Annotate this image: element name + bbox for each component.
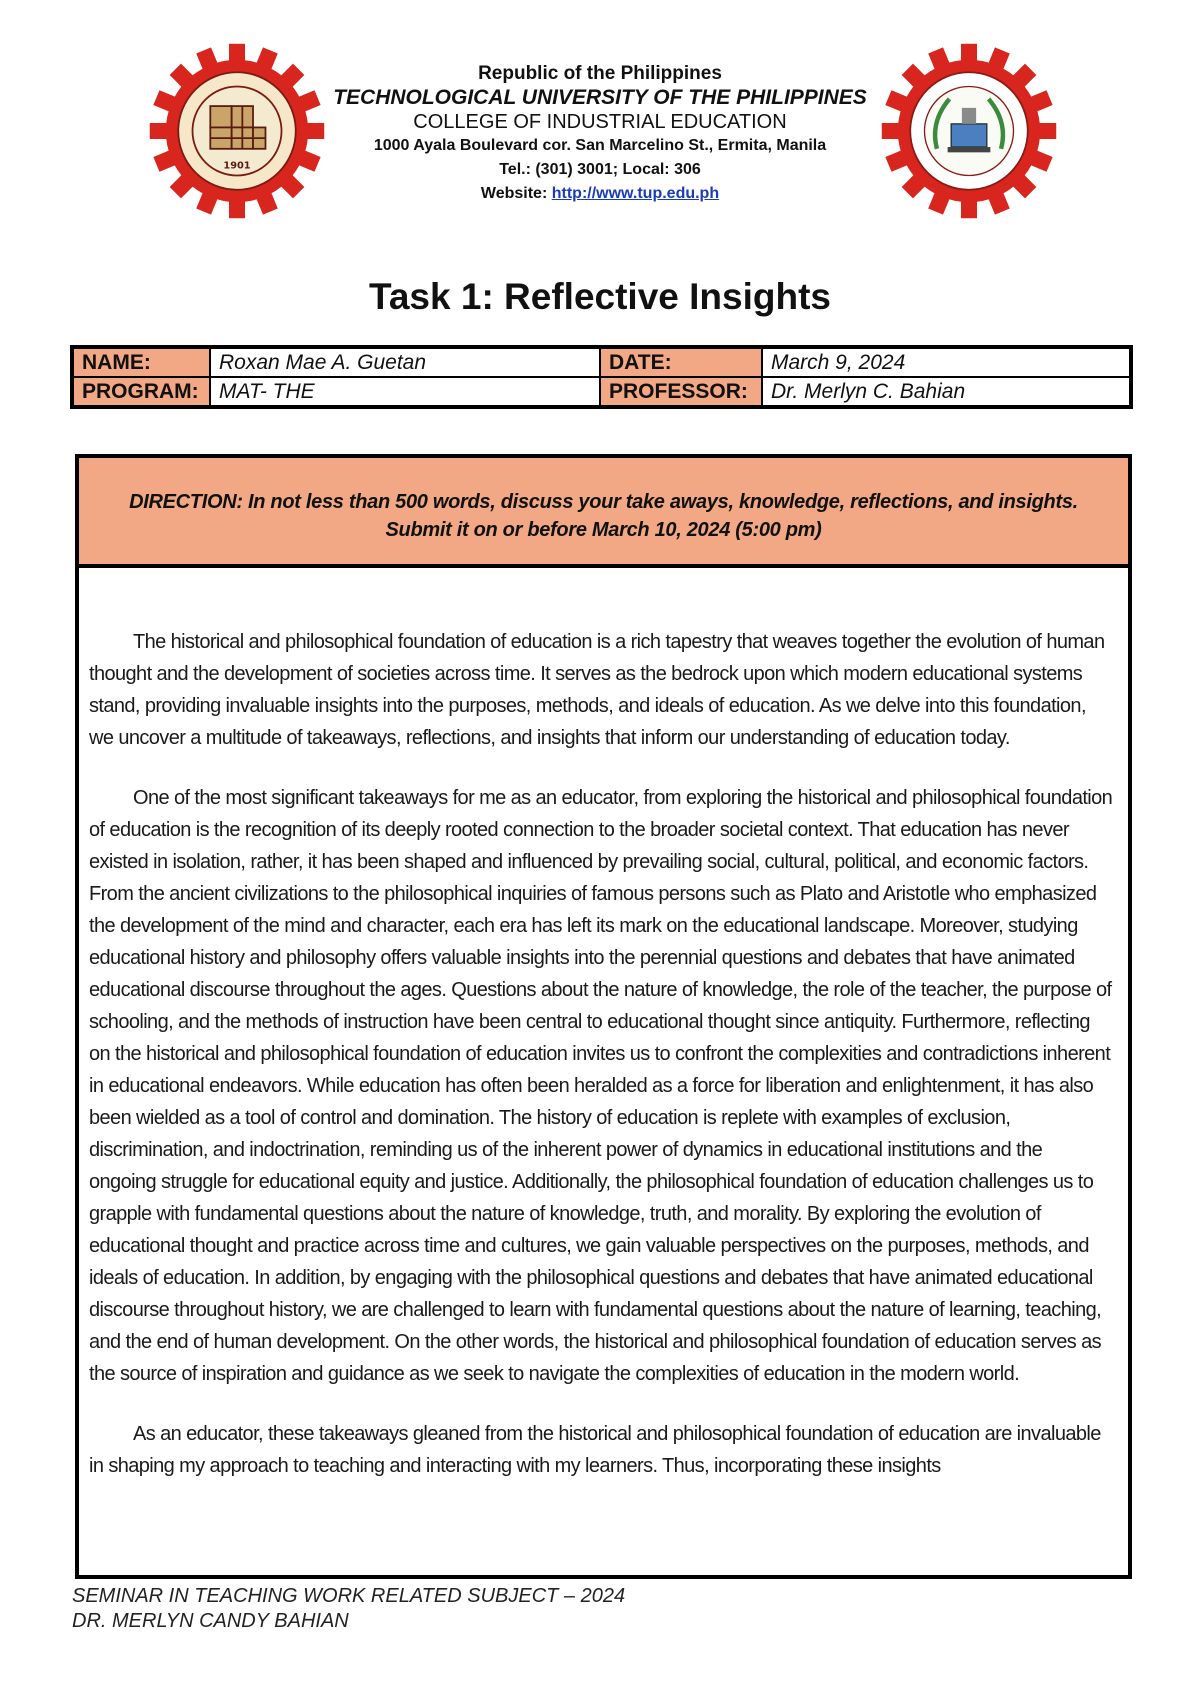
- program-label: PROGRAM:: [72, 377, 210, 407]
- essay-paragraph-2: One of the most significant takeaways for me as an educator, from exploring the historical and philosophical foundation of education is the recognition of its deeply rooted connection to the broader societal context. That education has never existed in isolation, rather, it has been shaped and influenced by prevailing social, cultural, political, and economic factors. From the ancient civilizations to the philosophical inquiries of famous persons such as Plato and Aristotle who emphasized the development of the mind and character, each era has left its mark on the educational landscape. Moreover, studying educational history and philosophy offers valuable insights into the perennial questions and debates that have animated educational discourse throughout the ages. Questions about the nature of knowledge, the role of the teacher, the purpose of schooling, and the methods of instruction have been central to educational thought since antiquity. Furthermore, reflecting on the historical and philosophical foundation of education invites us to confront the complexities and contradictions inherent in educational endeavors. While education has often been heralded as a force for liberation and enlightenment, it has also been wielded as a tool of control and domination. The history of education is replete with examples of exclusion, discrimination, and indoctrination, reminding us of the inherent power of dynamics in educational institutions and the ongoing struggle for educational equity and justice. Additionally, the philosophical foundation of education challenges us to grapple with fundamental questions about the nature of knowledge, truth, and morality. By exploring the evolution of educational thought and practice across time and cultures, we gain valuable perspectives on the purposes, methods, and ideals of education. In addition, by engaging with the philosophical questions and debates that have animated educational discourse throughout history, we are challenged to learn with fundamental questions about the nature of learning, teaching, and the end of human development. On the other words, the historical and philosophical foundation of education serves as the source of inspiration and guidance as we seek to navigate the complexities of education in the modern world.: [89, 787, 1113, 1385]
- page-title: Task 1: Reflective Insights: [369, 276, 831, 317]
- direction-banner: [79, 458, 1128, 568]
- direction-text: DIRECTION: In not less than 500 words, discuss your take aways, knowledge, reflections, and insights.: [129, 491, 1078, 513]
- college-name: COLLEGE OF INDUSTRIAL EDUCATION: [413, 111, 787, 133]
- name-label: NAME:: [72, 347, 210, 377]
- svg-text:1901: 1901: [223, 160, 251, 172]
- footer-instructor: DR. MERLYN CANDY BAHIAN: [72, 1610, 349, 1632]
- program-value: MAT- THE: [210, 377, 600, 407]
- page-footer: [72, 1584, 625, 1634]
- name-value: Roxan Mae A. Guetan: [210, 347, 600, 377]
- university-name: TECHNOLOGICAL UNIVERSITY OF THE PHILIPPINES: [333, 86, 867, 109]
- professor-value: Dr. Merlyn C. Bahian: [762, 377, 1131, 407]
- republic-line: Republic of the Philippines: [478, 63, 722, 84]
- date-value: March 9, 2024: [762, 347, 1131, 377]
- address-line: 1000 Ayala Boulevard cor. San Marcelino St., Ermita, Manila: [373, 137, 827, 154]
- telephone-line: Tel.: (301) 3001; Local: 306: [499, 161, 701, 178]
- essay-body: [79, 568, 1128, 1482]
- essay-paragraph-1: The historical and philosophical foundation of education is a rich tapestry that weaves together the evolution of human thought and the development of societies across time. It serves as the bedrock upon which modern educational systems stand, providing invaluable insights into the purposes, methods, and ideals of education. As we delve into this foundation, we uncover a multitude of takeaways, reflections, and insights that inform our understanding of education today.: [89, 631, 1105, 749]
- website-label: Website:: [480, 185, 548, 202]
- essay-box: [75, 454, 1132, 1579]
- essay-paragraph-3: As an educator, these takeaways gleaned from the historical and philosophical foundation of education are invaluable in shaping my approach to teaching and interacting with my learners. Thus, incorporating these insights: [89, 1423, 1101, 1477]
- website-link[interactable]: http://www.tup.edu.ph: [551, 185, 720, 202]
- table-row: [72, 347, 1131, 377]
- letterhead: [300, 62, 900, 206]
- website-line: [300, 182, 900, 206]
- footer-course: SEMINAR IN TEACHING WORK RELATED SUBJECT – 2024: [72, 1585, 626, 1607]
- student-info-table: [70, 345, 1133, 409]
- college-industrial-education-seal-icon: [880, 42, 1058, 220]
- professor-label: PROFESSOR:: [600, 377, 762, 407]
- deadline-text: Submit it on or before March 10, 2024 (5:00 pm): [385, 519, 822, 541]
- date-label: DATE:: [600, 347, 762, 377]
- table-row: [72, 377, 1131, 407]
